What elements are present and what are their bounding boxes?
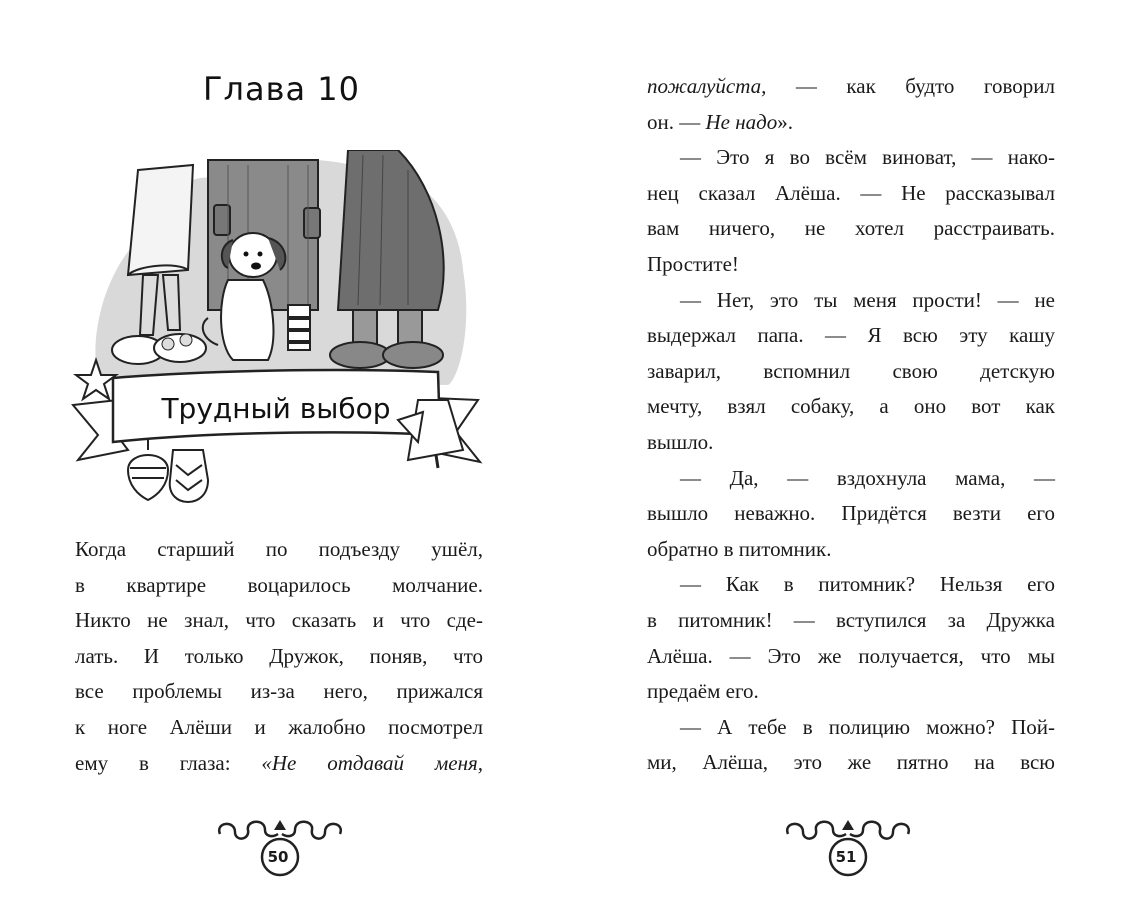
text-line: вышло неважно. Придётся везти его — [647, 501, 1055, 526]
text-line: заварил, вспомнил свою детскую — [647, 358, 1055, 383]
text-line — [75, 746, 483, 782]
text-line: все проблемы из-за него, прижался — [75, 679, 483, 704]
page-number-ornament — [778, 812, 918, 882]
text-line: мечту, взял собаку, а оно вот как — [647, 394, 1055, 419]
text-line — [647, 69, 1055, 105]
page-number: 50 — [267, 848, 289, 866]
text-fragment: он. — — [647, 109, 706, 134]
text-line: — А тебе в полицию можно? Пой- — [680, 714, 1055, 739]
text-line: лать. И только Дружок, поняв, что — [75, 643, 483, 668]
text-line: вам ничего, не хотел расстраивать. — [647, 216, 1055, 241]
italic-fragment: Не надо — [705, 109, 778, 134]
chapter-title: Глава 10 — [203, 70, 360, 108]
text-line: в питомник! — вступился за Дружка — [647, 607, 1055, 632]
slipper-left — [330, 342, 390, 368]
page-number: 51 — [835, 848, 857, 866]
text-line: — Нет, это ты меня прости! — не — [680, 287, 1055, 312]
page-number-ornament — [210, 812, 350, 882]
ornament-mitten-icon — [170, 450, 208, 502]
text-fragment: ». — [777, 109, 794, 134]
text-line: в квартире воцарилось молчание. — [75, 572, 483, 597]
right-page — [563, 0, 1127, 900]
ornament-bauble-icon — [128, 440, 168, 500]
text-line: предаём его. — [647, 679, 759, 704]
text-fragment: ему в глаза: — [75, 750, 262, 775]
text-line: нец сказал Алёша. — Не рассказывал — [647, 180, 1055, 205]
text-line: — Как в питомник? Нельзя его — [680, 572, 1055, 597]
left-page — [0, 0, 563, 900]
text-line: Когда старший по подъезду ушёл, — [75, 537, 483, 561]
left-page-text — [75, 532, 483, 781]
text-line: обратно в питомник. — [647, 536, 832, 561]
text-line: Алёша. — Это же получается, что мы — [647, 643, 1055, 668]
text-line: — Да, — вздохнула мама, — — [680, 465, 1055, 490]
text-line: к ноге Алёши и жалобно посмотрел — [75, 714, 483, 739]
banner-title: Трудный выбор — [161, 392, 391, 425]
text-line — [647, 105, 1055, 141]
text-line: ми, Алёша, это же пятно на всю — [647, 750, 1055, 775]
text-line: — Это я во всём виноват, — нако- — [680, 145, 1055, 170]
italic-fragment: пожалуйста, — [647, 74, 767, 98]
chapter-illustration — [68, 150, 488, 510]
text-line: вышло. — [647, 429, 714, 454]
italic-fragment: «Не отдавай меня, — [261, 750, 483, 775]
text-fragment: — как будто говорил — [766, 74, 1055, 98]
slipper-right — [383, 342, 443, 368]
right-page-text — [647, 69, 1055, 781]
text-line: Никто не знал, что сказать и что сде- — [75, 608, 483, 633]
text-line: Простите! — [647, 251, 739, 276]
text-line: выдержал папа. — Я всю эту кашу — [647, 323, 1055, 348]
